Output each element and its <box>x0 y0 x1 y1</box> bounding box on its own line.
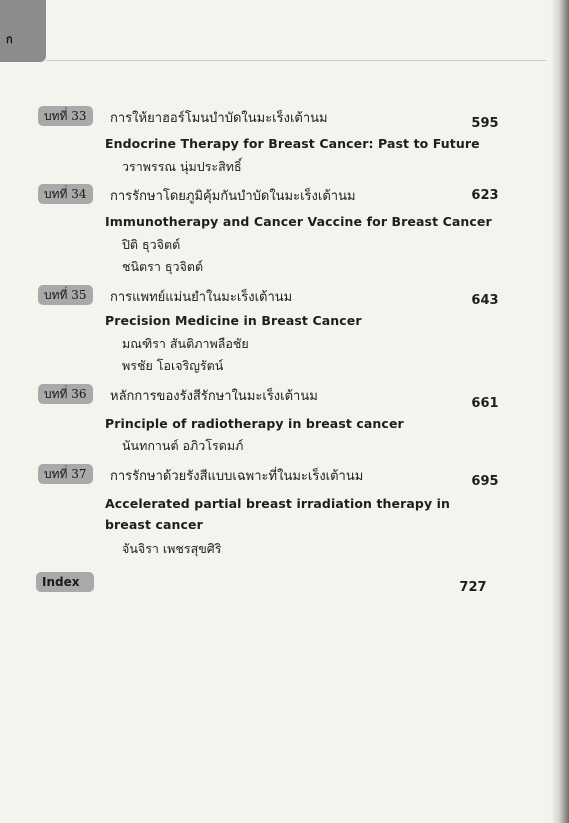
section-tab <box>0 0 46 62</box>
author: มณฑิรา สันติภาพลือชัย <box>122 336 249 351</box>
chapter-title-thai: หลักการของรังสีรักษาในมะเร็งเต้านม <box>110 389 318 404</box>
page-number: 661 <box>471 396 499 411</box>
page-number: 643 <box>471 293 499 308</box>
page-number: 695 <box>471 474 499 489</box>
chapter-title-english: Accelerated partial breast irradiation therapy in <box>105 496 451 511</box>
chapter-title-english: Endocrine Therapy for Breast Cancer: Past to Future <box>105 136 480 151</box>
chapter-title-thai: การรักษาโดยภูมิคุ้มกันบำบัดในมะเร็งเต้านม <box>110 189 356 204</box>
author: วราพรรณ นุ่มประสิทธิ์ <box>122 159 242 174</box>
chapter-badge: บทที่ 37 <box>38 464 93 484</box>
author: ชนิตรา ธุวจิตต์ <box>122 259 204 274</box>
chapter-title-thai: การให้ยาฮอร์โมนบำบัดในมะเร็งเต้านม <box>110 111 328 126</box>
author: ปิติ ธุวจิตต์ <box>122 237 181 252</box>
chapter-badge: บทที่ 36 <box>38 384 93 404</box>
chapter-badge: บทที่ 34 <box>38 184 93 204</box>
author: พรชัย โอเจริญรัตน์ <box>122 358 224 373</box>
book-spine-shadow <box>551 0 569 823</box>
author: นันทกานต์ อภิวโรดมภ์ <box>122 438 244 453</box>
chapter-title-thai: การแพทย์แม่นยำในมะเร็งเต้านม <box>110 290 293 305</box>
divider <box>46 60 546 61</box>
index-badge: Index <box>36 572 94 592</box>
section-tab-letter: ก <box>6 33 13 46</box>
chapter-title-english: Immunotherapy and Cancer Vaccine for Breast Cancer <box>105 214 492 229</box>
chapter-title-thai: การรักษาด้วยรังสีแบบเฉพาะที่ในมะเร็งเต้านม <box>110 469 364 484</box>
chapter-badge: บทที่ 35 <box>38 285 93 305</box>
chapter-title-english: Principle of radiotherapy in breast cancer <box>105 416 404 431</box>
author: จันจิรา เพชรสุขศิริ <box>122 541 222 556</box>
page-number: 727 <box>459 580 487 595</box>
chapter-title-english: breast cancer <box>105 517 203 532</box>
chapter-badge: บทที่ 33 <box>38 106 93 126</box>
page-number: 623 <box>471 188 499 203</box>
page-number: 595 <box>471 116 499 131</box>
chapter-title-english: Precision Medicine in Breast Cancer <box>105 313 362 328</box>
